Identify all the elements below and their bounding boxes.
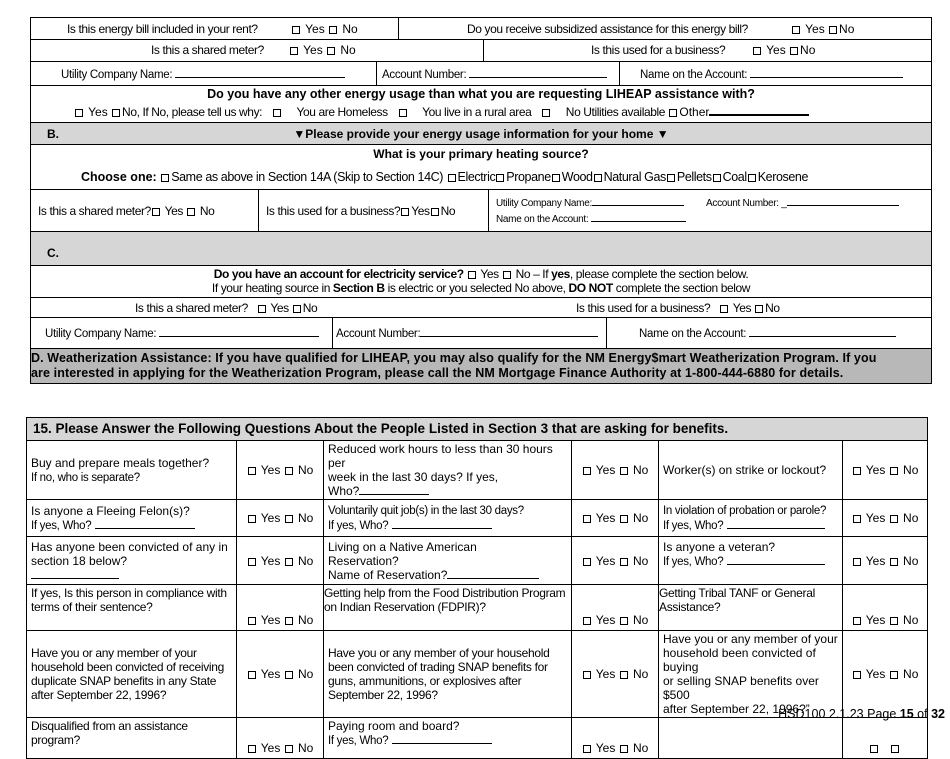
reservation-name-input[interactable] bbox=[447, 568, 539, 579]
checkbox[interactable] bbox=[583, 671, 591, 679]
checkbox[interactable] bbox=[890, 617, 898, 625]
section-d-weatherization bbox=[30, 349, 932, 384]
checkbox[interactable] bbox=[285, 671, 293, 679]
checkbox[interactable] bbox=[290, 47, 298, 55]
business-c: Is this used for a business? Yes No bbox=[576, 301, 780, 315]
other-usage-question: Do you have any other energy usage than what you are requesting LIHEAP assistance with? bbox=[207, 87, 755, 101]
row-electricity-account bbox=[30, 266, 932, 298]
question-cell: Getting Tribal TANF or General Assistance? bbox=[659, 585, 843, 631]
yes-no-options: Yes No bbox=[237, 585, 324, 631]
business-a-options: Yes No bbox=[752, 43, 815, 57]
who-input[interactable] bbox=[95, 518, 195, 529]
checkbox[interactable] bbox=[285, 617, 293, 625]
section-15-title: 15. Please Answer the Following Questions About the People Listed in Section 3 that are asking for benefits. bbox=[27, 418, 928, 441]
checkbox[interactable] bbox=[329, 26, 337, 34]
section-b-letter: B. bbox=[47, 127, 59, 141]
utility-name-c-input[interactable] bbox=[159, 326, 319, 337]
checkbox[interactable] bbox=[792, 26, 800, 34]
checkbox[interactable] bbox=[285, 467, 293, 475]
yes-no-options: Yes No bbox=[572, 500, 659, 537]
checkbox[interactable] bbox=[620, 467, 628, 475]
section-c-header bbox=[30, 232, 932, 266]
checkbox[interactable] bbox=[327, 47, 335, 55]
checkbox[interactable] bbox=[853, 558, 861, 566]
checkbox[interactable] bbox=[829, 26, 837, 34]
checkbox[interactable] bbox=[853, 617, 861, 625]
checkbox[interactable] bbox=[620, 515, 628, 523]
row-shared-business-a bbox=[30, 40, 932, 62]
checkbox[interactable] bbox=[152, 208, 160, 216]
section-c-letter: C. bbox=[47, 246, 59, 260]
yes-no-options: Yes No bbox=[843, 631, 928, 718]
question-cell: Is anyone a veteran? If yes, Who? bbox=[659, 537, 843, 585]
question-cell: Worker(s) on strike or lockout? bbox=[659, 441, 843, 500]
rent-included-label: Is this energy bill included in your rent? bbox=[67, 22, 258, 36]
question-cell: Is anyone a Fleeing Felon(s)? If yes, Who? bbox=[27, 500, 237, 537]
checkbox[interactable] bbox=[890, 467, 898, 475]
checkbox[interactable] bbox=[542, 109, 550, 117]
checkbox[interactable] bbox=[293, 305, 301, 313]
business-a-label: Is this used for a business? bbox=[591, 43, 726, 57]
table-row bbox=[27, 500, 928, 537]
subsidy-options: Yes No bbox=[791, 22, 854, 36]
checkbox[interactable] bbox=[620, 617, 628, 625]
name-account-c-input[interactable] bbox=[749, 326, 896, 337]
yes-no-options: Yes No bbox=[237, 441, 324, 500]
subsidy-cell bbox=[398, 18, 931, 39]
checkbox[interactable] bbox=[583, 617, 591, 625]
account-a-cell bbox=[376, 62, 619, 85]
checkbox[interactable] bbox=[853, 467, 861, 475]
row-b-fields bbox=[30, 190, 932, 232]
checkbox[interactable] bbox=[720, 305, 728, 313]
checkbox[interactable] bbox=[468, 271, 476, 279]
empty-options bbox=[843, 718, 928, 759]
checkbox[interactable] bbox=[431, 208, 439, 216]
account-c-input[interactable] bbox=[420, 326, 598, 337]
checkbox[interactable] bbox=[292, 26, 300, 34]
checkbox[interactable] bbox=[75, 109, 83, 117]
checkbox[interactable] bbox=[583, 558, 591, 566]
table-row bbox=[27, 631, 928, 718]
question-cell: Have you or any member of your household been convicted of receiving duplicate SNAP benefits in any State after September 22, 1996? bbox=[27, 631, 237, 718]
other-usage-options: Yes No, If No, please tell us why: You are Homeless You live in a rural area No Utilities available Other bbox=[74, 104, 809, 119]
table-row bbox=[27, 537, 928, 585]
checkbox[interactable] bbox=[853, 515, 861, 523]
page-footer: HSD100 2.1.23 Page 15 of 32 bbox=[778, 707, 945, 721]
checkbox[interactable] bbox=[248, 617, 256, 625]
yes-no-options: Yes No bbox=[572, 537, 659, 585]
name-account-a: Name on the Account: bbox=[640, 67, 903, 81]
subsidy-label: Do you receive subsidized assistance for this energy bill? bbox=[467, 22, 748, 36]
yes-no-options: Yes No bbox=[572, 718, 659, 759]
utility-name-a-input[interactable] bbox=[175, 67, 345, 78]
shared-meter-b-cell bbox=[31, 190, 258, 231]
name-account-b: Name on the Account: bbox=[496, 212, 686, 225]
checkbox[interactable] bbox=[399, 109, 407, 117]
shared-meter-c: Is this a shared meter? Yes No bbox=[135, 301, 318, 315]
utility-name-b: Utility Company Name: bbox=[496, 196, 684, 209]
yes-no-options: Yes No bbox=[843, 585, 928, 631]
shared-meter-a-options: Yes No bbox=[289, 43, 356, 57]
checkbox[interactable] bbox=[669, 109, 677, 117]
checkbox[interactable] bbox=[713, 174, 721, 182]
checkbox[interactable] bbox=[853, 671, 861, 679]
checkbox[interactable] bbox=[790, 47, 798, 55]
answer-input[interactable] bbox=[31, 568, 119, 579]
yes-no-options: Yes No bbox=[572, 585, 659, 631]
checkbox[interactable] bbox=[870, 745, 878, 753]
shared-meter-a-label: Is this a shared meter? bbox=[151, 43, 264, 57]
checkbox[interactable] bbox=[748, 174, 756, 182]
who-input[interactable] bbox=[392, 518, 492, 529]
shared-meter-a-cell bbox=[31, 40, 483, 61]
name-account-a-input[interactable] bbox=[750, 67, 903, 78]
yes-no-options: Yes No bbox=[572, 441, 659, 500]
checkbox[interactable] bbox=[161, 174, 169, 182]
checkbox[interactable] bbox=[755, 305, 763, 313]
who-input[interactable] bbox=[727, 554, 825, 565]
question-cell: Voluntarily quit job(s) in the last 30 days? If yes, Who? bbox=[324, 500, 572, 537]
checkbox[interactable] bbox=[583, 467, 591, 475]
weatherization-line-2: are interested in applying for the Weatherization Program, please call the NM Mortgage Finance Authority at 1-800-444-6880 for details. bbox=[31, 366, 844, 380]
yes-no-options: Yes No bbox=[237, 718, 324, 759]
question-cell: Buy and prepare meals together? If no, who is separate? bbox=[27, 441, 237, 500]
business-b: Is this used for a business? Yes No bbox=[266, 204, 456, 218]
checkbox[interactable] bbox=[890, 558, 898, 566]
checkbox[interactable] bbox=[248, 671, 256, 679]
yes-no-options: Yes No bbox=[237, 500, 324, 537]
account-c: Account Number: bbox=[336, 326, 598, 340]
row-utility-a bbox=[30, 62, 932, 86]
yes-no-options: Yes No bbox=[572, 631, 659, 718]
checkbox[interactable] bbox=[620, 745, 628, 753]
checkbox[interactable] bbox=[248, 515, 256, 523]
name-account-c-cell bbox=[606, 318, 931, 348]
yes-no-options: Yes No bbox=[843, 500, 928, 537]
name-account-c: Name on the Account: bbox=[639, 326, 896, 340]
checkbox[interactable] bbox=[667, 174, 675, 182]
yes-no-options: Yes No bbox=[843, 441, 928, 500]
question-cell: Getting help from the Food Distribution Program on Indian Reservation (FDPIR)? bbox=[324, 585, 572, 631]
who-input[interactable] bbox=[727, 518, 825, 529]
question-cell: Disqualified from an assistance program? bbox=[27, 718, 237, 759]
checkbox[interactable] bbox=[285, 558, 293, 566]
other-input[interactable] bbox=[709, 104, 809, 116]
checkbox[interactable] bbox=[273, 109, 281, 117]
account-a: Account Number: bbox=[382, 67, 607, 81]
checkbox[interactable] bbox=[890, 671, 898, 679]
checkbox[interactable] bbox=[583, 745, 591, 753]
weatherization-line-1: D. Weatherization Assistance: If you have qualified for LIHEAP, you may also qualify for the NM Energy$mart Weatherization Program. If you bbox=[31, 351, 877, 365]
row-heating-source bbox=[30, 145, 932, 190]
account-a-input[interactable] bbox=[469, 67, 607, 78]
question-cell: Paying room and board? If yes, Who? bbox=[324, 718, 572, 759]
utility-name-c-cell bbox=[31, 318, 332, 348]
checkbox[interactable] bbox=[285, 515, 293, 523]
checkbox[interactable] bbox=[594, 174, 602, 182]
checkbox[interactable] bbox=[401, 208, 409, 216]
yes-no-options: Yes No bbox=[843, 537, 928, 585]
checkbox[interactable] bbox=[248, 467, 256, 475]
checkbox[interactable] bbox=[620, 671, 628, 679]
question-cell: If yes, Is this person in compliance with terms of their sentence? bbox=[27, 585, 237, 631]
row-rent-subsidy bbox=[30, 17, 932, 40]
section-b-header bbox=[30, 123, 932, 145]
utility-name-b-input[interactable] bbox=[592, 196, 684, 206]
account-c-cell bbox=[332, 318, 606, 348]
checkbox[interactable] bbox=[620, 558, 628, 566]
heating-source-options: Choose one: Same as above in Section 14A (Skip to Section 14C) Electric Propane Wood Natural Gas Pellets Coal Kerosene bbox=[81, 170, 809, 184]
utility-name-c: Utility Company Name: bbox=[45, 326, 319, 340]
question-cell: Have you or any member of your household been convicted of buying or selling SNAP benefits over $500 after September 22, 1996?” bbox=[659, 631, 843, 718]
yes-no-options: Yes No bbox=[237, 537, 324, 585]
business-b-cell bbox=[258, 190, 488, 231]
table-row bbox=[27, 718, 928, 759]
checkbox[interactable] bbox=[583, 515, 591, 523]
electricity-question: Do you have an account for electricity service? Yes No – If yes, please complete the section below. bbox=[213, 267, 749, 281]
checkbox[interactable] bbox=[258, 305, 266, 313]
row-other-usage bbox=[30, 86, 932, 123]
utility-name-a: Utility Company Name: bbox=[61, 67, 345, 81]
rent-included-options: Yes No bbox=[291, 22, 358, 36]
checkbox[interactable] bbox=[285, 745, 293, 753]
who-input[interactable] bbox=[359, 484, 429, 495]
checkbox[interactable] bbox=[187, 208, 195, 216]
checkbox[interactable] bbox=[753, 47, 761, 55]
account-b-input[interactable] bbox=[787, 196, 899, 206]
name-account-a-cell bbox=[619, 62, 931, 85]
question-cell: Have you or any member of your household been convicted of trading SNAP benefits for guns, ammunitions, or explosives after September 22, 1996? bbox=[324, 631, 572, 718]
yes-no-options: Yes No bbox=[237, 631, 324, 718]
checkbox[interactable] bbox=[552, 174, 560, 182]
table-row bbox=[27, 585, 928, 631]
question-cell: Living on a Native American Reservation? Name of Reservation? bbox=[324, 537, 572, 585]
row-utility-c bbox=[30, 318, 932, 349]
electricity-note: If your heating source in Section B is electric or you selected No above, DO NOT complete the section below bbox=[211, 281, 751, 295]
name-account-b-input[interactable] bbox=[591, 212, 686, 222]
table-row bbox=[27, 441, 928, 500]
question-cell: Reduced work hours to less than 30 hours per week in the last 30 days? If yes, Who? bbox=[324, 441, 572, 500]
section-b-title: ▼Please provide your energy usage information for your home ▼ bbox=[293, 127, 669, 141]
business-a-cell bbox=[483, 40, 931, 61]
utility-name-a-cell bbox=[31, 62, 376, 85]
checkbox[interactable] bbox=[248, 558, 256, 566]
account-b: Account Number: _ bbox=[706, 196, 899, 209]
checkbox[interactable] bbox=[890, 515, 898, 523]
checkbox[interactable] bbox=[112, 109, 120, 117]
shared-meter-b: Is this a shared meter? Yes No bbox=[38, 204, 215, 218]
question-cell: Has anyone been convicted of any in section 18 below? bbox=[27, 537, 237, 585]
checkbox[interactable] bbox=[503, 271, 511, 279]
utility-b-cell bbox=[488, 190, 931, 231]
question-cell: In violation of probation or parole? If yes, Who? bbox=[659, 500, 843, 537]
checkbox[interactable] bbox=[448, 174, 456, 182]
checkbox[interactable] bbox=[496, 174, 504, 182]
heating-source-question: What is your primary heating source? bbox=[373, 147, 589, 161]
row-shared-business-c bbox=[30, 298, 932, 318]
rent-included-cell bbox=[31, 18, 398, 39]
checkbox[interactable] bbox=[248, 745, 256, 753]
empty-cell bbox=[659, 718, 843, 759]
checkbox[interactable] bbox=[891, 745, 899, 753]
